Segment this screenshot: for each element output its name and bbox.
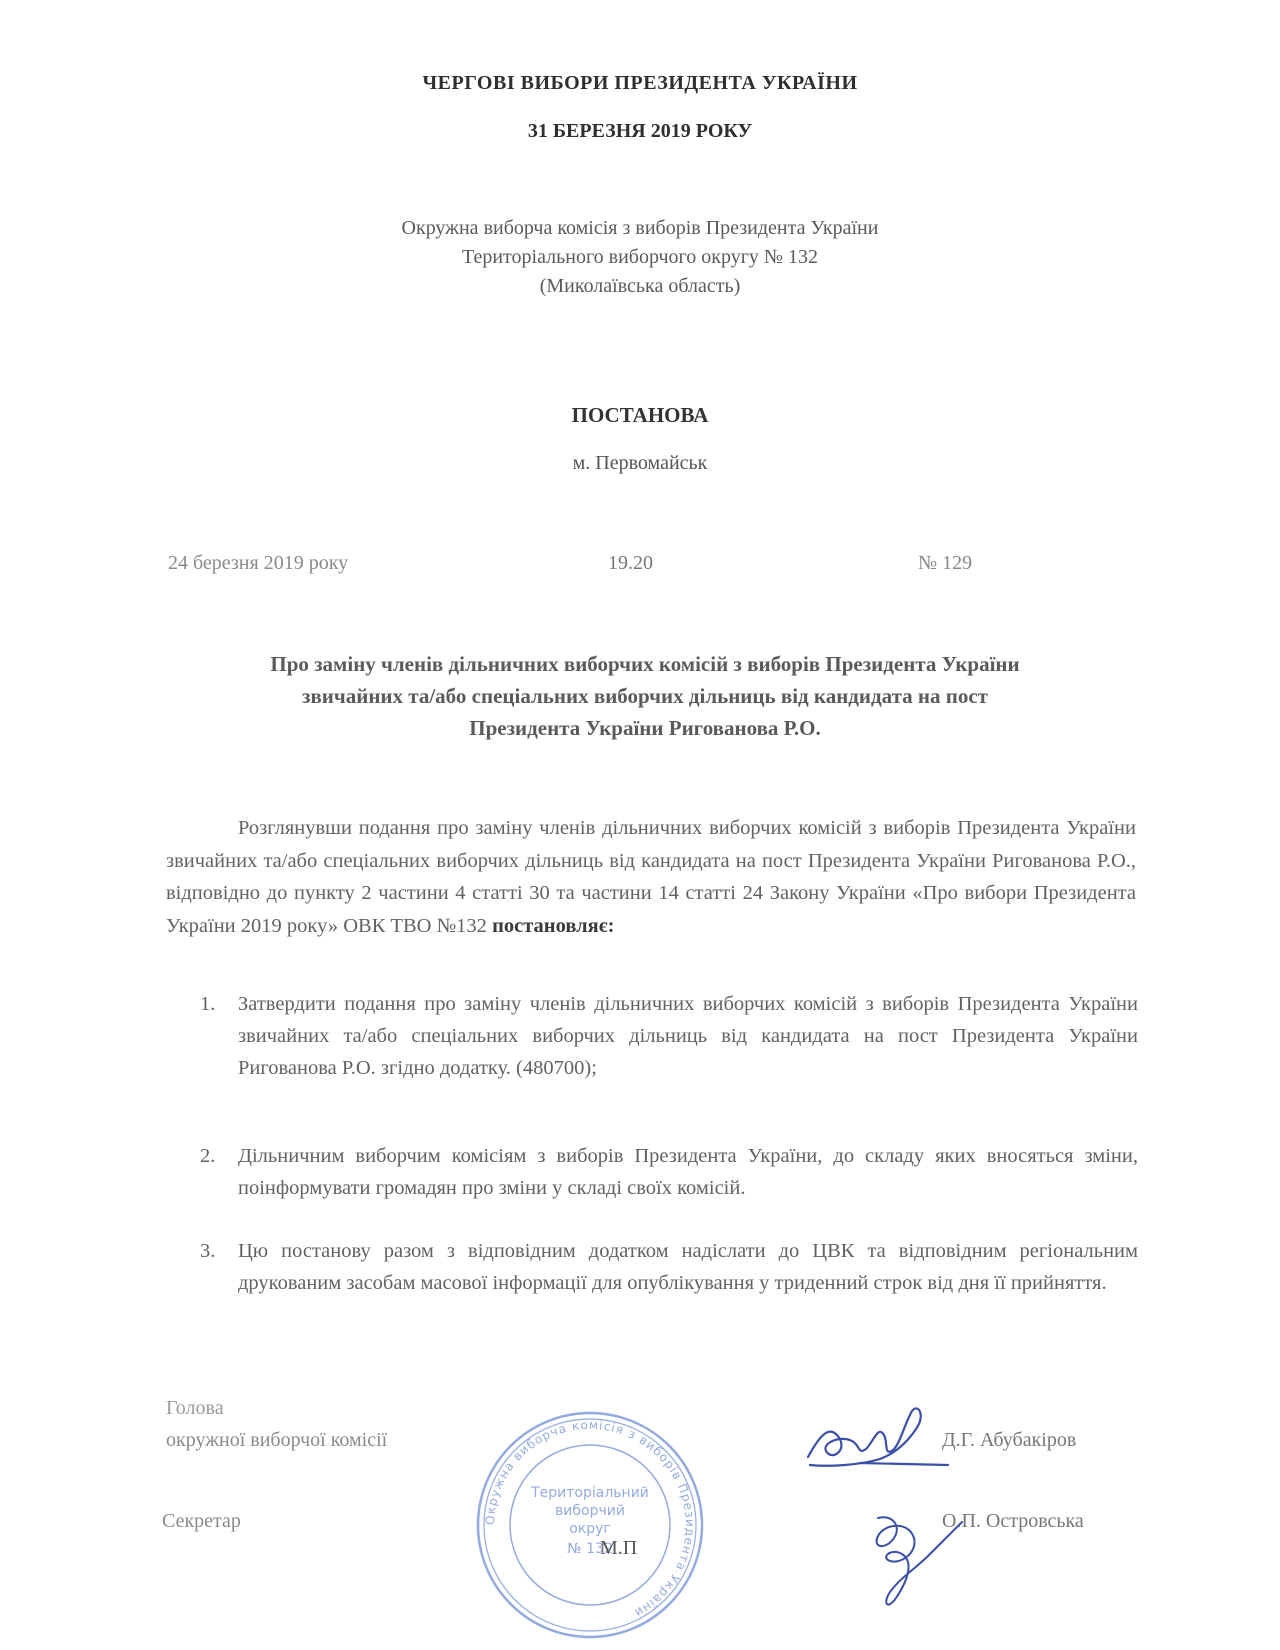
preamble xyxy=(166,812,1136,942)
stamp-center-line: Територіальний xyxy=(531,1485,649,1501)
resolution-title-line: Про заміну членів дільничних виборчих комісій з виборів Президента України xyxy=(270,652,1020,676)
stamp-center-line: округ xyxy=(569,1521,611,1537)
preamble-bold: постановляє: xyxy=(492,914,615,937)
head-name: Д.Г. Абубакіров xyxy=(942,1429,1077,1451)
document-number: № 129 xyxy=(918,552,973,574)
stamp-center-line: виборчий xyxy=(555,1503,625,1519)
commission-line: Територіального виборчого округу № 132 xyxy=(462,246,818,268)
secretary-name: О.П. Островська xyxy=(942,1510,1084,1532)
election-title: ЧЕРГОВІ ВИБОРИ ПРЕЗИДЕНТА УКРАЇНИ xyxy=(422,72,858,94)
secretary-title: Секретар xyxy=(162,1510,241,1532)
head-title-line1: Голова xyxy=(166,1397,224,1419)
list-item-number: 2. xyxy=(200,1145,216,1167)
list-item-text: Дільничним виборчим комісіям з виборів Президента України, до складу яких вносяться зміни, поінформувати громадян про зміни у складі своїх комісій. xyxy=(238,1145,1138,1199)
resolution-title-line: звичайних та/або спеціальних виборчих дільниць від кандидата на пост xyxy=(302,684,988,708)
official-stamp xyxy=(470,1405,710,1645)
secretary-signature xyxy=(858,1508,968,1618)
svg-text:Окружна виборча комісія з вибо xyxy=(483,1418,697,1621)
resolution-title xyxy=(150,648,1140,744)
head-title-line2: окружної виборчої комісії xyxy=(166,1429,388,1451)
document-date: 24 березня 2019 року xyxy=(168,552,349,574)
stamp-label: М.П xyxy=(600,1537,638,1559)
stamp-ring-text: Окружна виборча комісія з виборів Президента України xyxy=(482,1417,698,1621)
list-item xyxy=(200,988,1138,1084)
list-item-text: Цю постанову разом з відповідним додатком надіслати до ЦВК та відповідним регіональним друкованим засобам масової інформації для опублікування у триденний строк від дня її прийняття. xyxy=(238,1240,1138,1294)
resolution-title-line: Президента України Ригованова Р.О. xyxy=(469,716,821,740)
list-item-text: Затвердити подання про заміну членів дільничних виборчих комісій з виборів Президента України звичайних та/або спеціальних виборчих дільниць від кандидата на пост Президента України Ригованова Р.О. згідно додатку. (480700); xyxy=(238,993,1138,1079)
preamble-text: Розглянувши подання про заміну членів дільничних виборчих комісій з виборів Президента України звичайних та/або спеціальних виборчих дільниць від кандидата на пост Президента України Ригованова Р.О., відповідно до пункту 2 частини 4 статті 30 та частини 14 статті 24 Закону України «Про вибори Президента України 2019 року» ОВК ТВО №132 xyxy=(166,817,1136,937)
document-city: м. Первомайськ xyxy=(572,452,708,474)
list-item-number: 3. xyxy=(200,1240,216,1262)
list-item xyxy=(200,1140,1138,1204)
election-date: 31 БЕРЕЗНЯ 2019 РОКУ xyxy=(527,120,753,142)
document-type: ПОСТАНОВА xyxy=(571,403,709,427)
stamp-center-line: № 132 xyxy=(567,1541,613,1557)
list-item-number: 1. xyxy=(200,993,216,1015)
commission-block xyxy=(0,214,1280,301)
commission-line: Окружна виборча комісія з виборів Президента України xyxy=(401,217,879,239)
head-signature xyxy=(800,1395,950,1475)
list-item xyxy=(200,1235,1138,1299)
document-time: 19.20 xyxy=(608,552,653,574)
commission-line: (Миколаївська область) xyxy=(539,275,741,297)
